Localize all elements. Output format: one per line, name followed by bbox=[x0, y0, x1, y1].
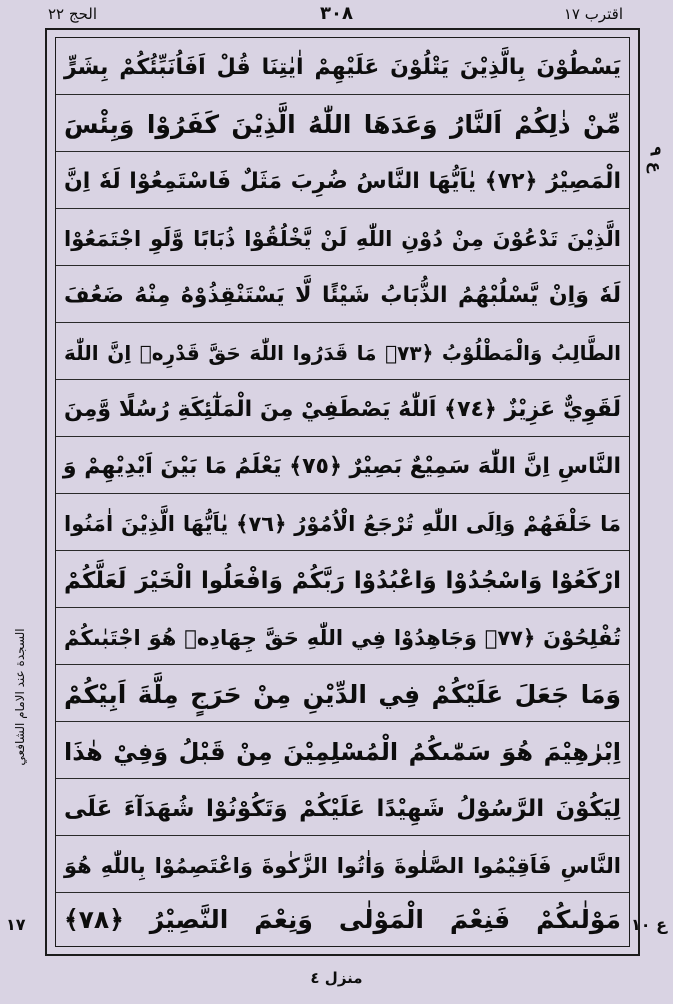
line-text: اِبْرٰهِيْمَ هُوَ سَمّٰىكُمُ الْمُسْلِمِيْنَ مِنْ قَبْلُ وَفِيْ هٰذَا bbox=[64, 738, 621, 766]
page-number: ۳۰۸ bbox=[320, 3, 353, 24]
text-line-6 bbox=[56, 323, 629, 380]
text-line-2 bbox=[56, 95, 629, 152]
text-line-14 bbox=[56, 779, 629, 836]
text-line-9 bbox=[56, 494, 629, 551]
page-header bbox=[0, 3, 673, 29]
text-line-1 bbox=[56, 38, 629, 95]
line-text: لَهٗ وَاِنْ يَّسْلُبْهُمُ الذُّبَابُ شَيْئًا لَّا يَسْتَنْقِذُوْهُ مِنْهُ ضَعُفَ bbox=[64, 283, 621, 308]
line-text: لَقَوِيٌّ عَزِيْزٌ ﴿٧٤﴾ اَللّٰهُ يَصْطَفِيْ مِنَ الْمَلٰٓئِكَةِ رُسُلًا وَّمِنَ bbox=[64, 397, 621, 422]
text-line-16 bbox=[56, 889, 629, 946]
text-line-8 bbox=[56, 437, 629, 494]
line-text: يَسْطُوْنَ بِالَّذِيْنَ يَتْلُوْنَ عَلَيْهِمْ اٰيٰتِنَا قُلْ اَفَاُنَبِّئُكُمْ بِشَرٍّ bbox=[64, 55, 621, 80]
line-text: مَوْلٰىكُمْ فَنِعْمَ الْمَوْلٰى وَنِعْمَ النَّصِيْرُ ﴿٧٨﴾ bbox=[64, 905, 621, 934]
juz-name: اقترب ١٧ bbox=[563, 5, 623, 23]
text-line-12 bbox=[56, 665, 629, 722]
line-text: الْمَصِيْرُ ﴿٧٢﴾ يٰاَيُّهَا النَّاسُ ضُرِبَ مَثَلٌ فَاسْتَمِعُوْا لَهٗ اِنَّ bbox=[64, 169, 621, 194]
line-text: وَمَا جَعَلَ عَلَيْكُمْ فِي الدِّيْنِ مِنْ حَرَجٍ مِلَّةَ اَبِيْكُمْ bbox=[64, 680, 621, 709]
text-line-13 bbox=[56, 722, 629, 779]
text-line-5 bbox=[56, 266, 629, 323]
line-text: لِيَكُوْنَ الرَّسُوْلُ شَهِيْدًا عَلَيْكُمْ وَتَكُوْنُوْا شُهَدَآءَ عَلَى bbox=[64, 796, 621, 822]
text-line-10 bbox=[56, 551, 629, 608]
line-text: الَّذِيْنَ تَدْعُوْنَ مِنْ دُوْنِ اللّٰهِ لَنْ يَّخْلُقُوْا ذُبَابًا وَّلَوِ اجْتَمَعُوْا bbox=[64, 227, 621, 251]
ruku-marker-lower: ع ١٠ bbox=[630, 915, 667, 934]
line-text: مَا خَلْفَهُمْ وَاِلَى اللّٰهِ تُرْجَعُ الْاُمُوْرُ ﴿٧٦﴾ يٰاَيُّهَا الَّذِيْنَ اٰمَنُوا bbox=[64, 512, 621, 536]
juz-marker: ١٧ bbox=[6, 915, 26, 934]
line-text: مِّنْ ذٰلِكُمْ اَلنَّارُ وَعَدَهَا اللّٰهُ الَّذِيْنَ كَفَرُوْا وَبِئْسَ bbox=[64, 110, 621, 139]
line-text: الطَّالِبُ وَالْمَطْلُوْبُ ﴿٧٣﴾ مَا قَدَرُوا اللّٰهَ حَقَّ قَدْرِهٖ اِنَّ اللّٰهَ bbox=[64, 341, 621, 365]
ruku-marker-upper: ع ٩ bbox=[646, 146, 666, 173]
line-text: تُفْلِحُوْنَ ﴿٧٧﴾ وَجَاهِدُوْا فِي اللّٰهِ حَقَّ جِهَادِهٖ هُوَ اجْتَبٰىكُمْ bbox=[64, 626, 621, 650]
sajda-note: السجدة عند الامام الشافعي bbox=[13, 628, 27, 766]
text-line-3 bbox=[56, 152, 629, 209]
text-line-11 bbox=[56, 608, 629, 665]
text-line-7 bbox=[56, 380, 629, 437]
text-block bbox=[56, 38, 629, 946]
text-line-4 bbox=[56, 209, 629, 266]
line-text: النَّاسِ فَاَقِيْمُوا الصَّلٰوةَ وَاٰتُوا الزَّكٰوةَ وَاعْتَصِمُوْا بِاللّٰهِ هُوَ bbox=[64, 854, 621, 878]
line-text: النَّاسِ اِنَّ اللّٰهَ سَمِيْعٌ بَصِيْرٌ ﴿٧٥﴾ يَعْلَمُ مَا بَيْنَ اَيْدِيْهِمْ وَ bbox=[62, 454, 621, 479]
line-text: ارْكَعُوْا وَاسْجُدُوْا وَاعْبُدُوْا رَبَّكُمْ وَافْعَلُوا الْخَيْرَ لَعَلَّكُمْ bbox=[64, 568, 621, 594]
manzil-footer: منزل ٤ bbox=[310, 969, 363, 987]
surah-name: الحج ۲۲ bbox=[48, 5, 97, 23]
text-line-15 bbox=[56, 836, 629, 893]
